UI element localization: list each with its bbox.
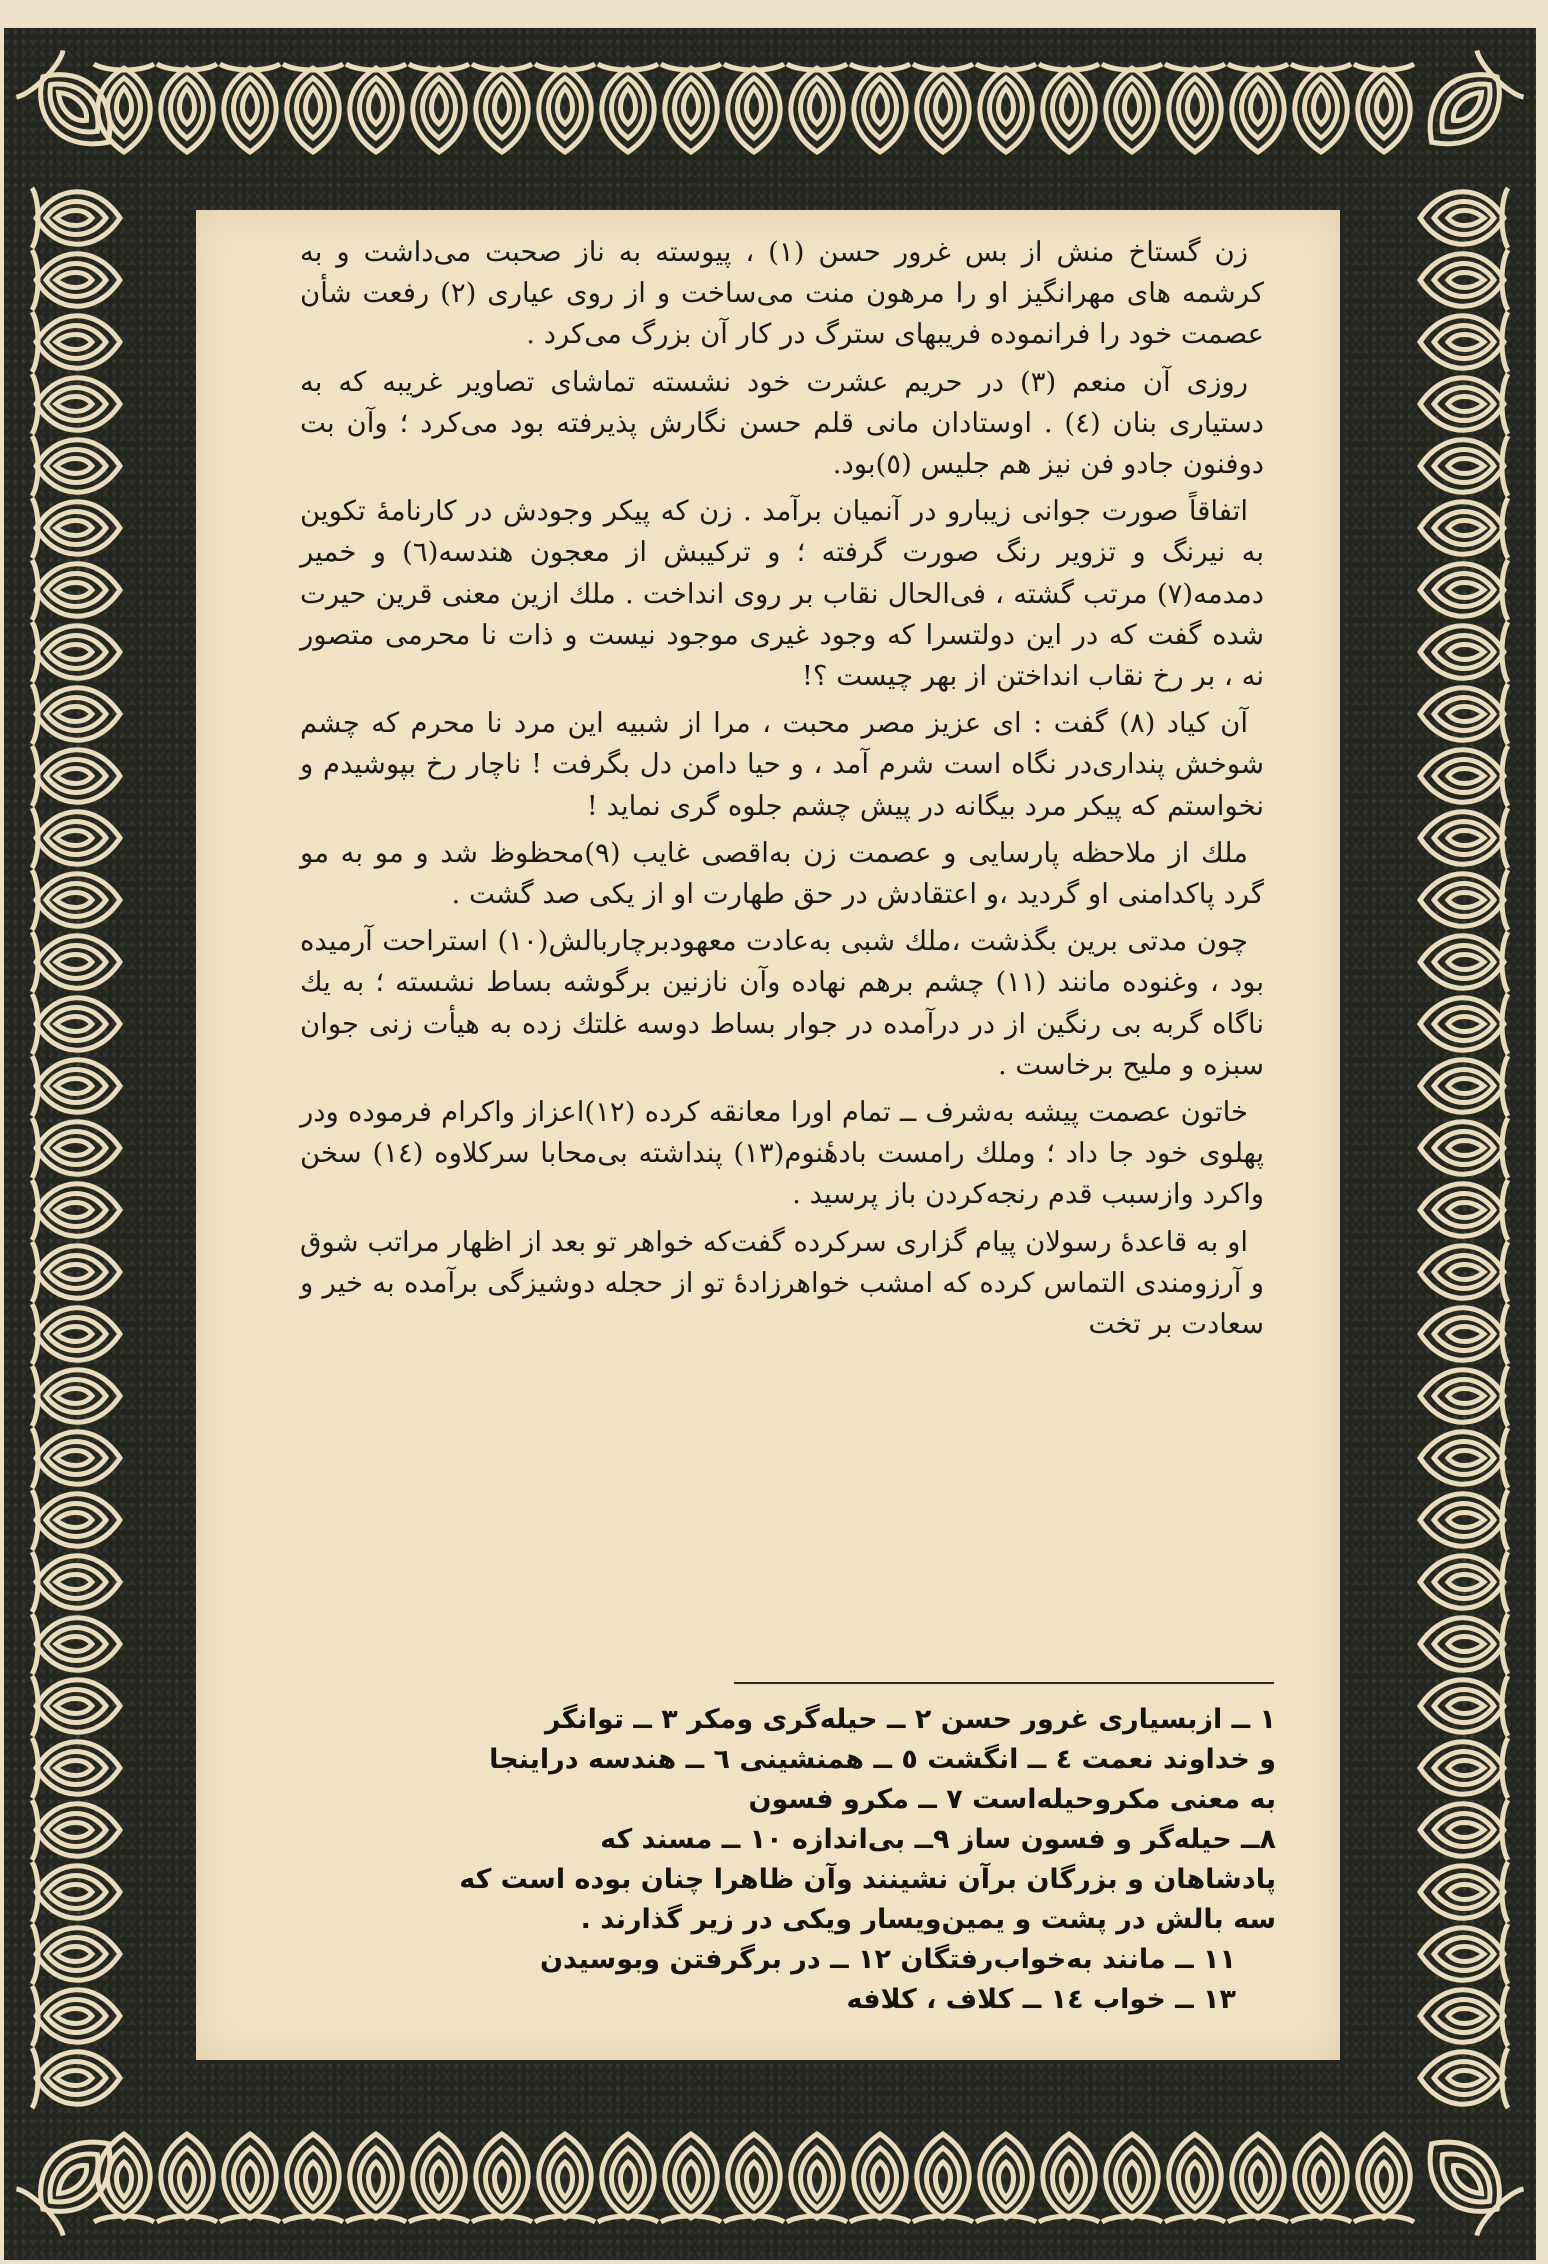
lotus-motif: [850, 64, 910, 152]
lotus-motif: [32, 374, 120, 434]
lotus-motif: [32, 1986, 120, 2046]
lotus-motif: [1039, 2134, 1099, 2222]
lotus-motif: [1354, 2134, 1414, 2222]
lotus-motif: [1102, 2134, 1162, 2222]
lotus-motif: [409, 64, 469, 152]
lotus-motif: [32, 1490, 120, 1550]
lotus-motif: [1102, 64, 1162, 152]
lotus-motif: [787, 64, 847, 152]
lotus-motif: [32, 1366, 120, 1426]
lotus-motif: [1039, 64, 1099, 152]
footnote-line: و خداوند نعمت ٤ ــ انگشت ٥ ــ همنشینی ٦ ــ هندسه دراینجا: [489, 1744, 1276, 1775]
lotus-motif: [1420, 870, 1508, 930]
lotus-motif: [1420, 1180, 1508, 1240]
lotus-motif: [1420, 436, 1508, 496]
lotus-motif: [1408, 2120, 1523, 2235]
lotus-motif: [32, 560, 120, 620]
lotus-motif: [1420, 1738, 1508, 1798]
lotus-motif: [1420, 1056, 1508, 1116]
lotus-motif: [1420, 1366, 1508, 1426]
lotus-motif: [32, 250, 120, 310]
lotus-motif: [157, 2134, 217, 2222]
footnote-divider: [734, 1682, 1274, 1684]
lotus-motif: [32, 622, 120, 682]
lotus-motif: [1420, 188, 1508, 248]
lotus-motif: [661, 2134, 721, 2222]
lotus-motif: [787, 2134, 847, 2222]
lotus-motif: [913, 2134, 973, 2222]
lotus-motif: [32, 1056, 120, 1116]
lotus-motif: [220, 2134, 280, 2222]
lotus-motif: [1420, 312, 1508, 372]
lotus-motif: [94, 64, 154, 152]
lotus-motif: [32, 1676, 120, 1736]
lotus-motif: [32, 808, 120, 868]
lotus-motif: [1420, 622, 1508, 682]
footnote-line: پادشاهان و بزرگان برآن نشینند وآن ظاهرا چنان بوده است که: [459, 1864, 1276, 1895]
lotus-motif: [1228, 64, 1288, 152]
lotus-motif: [157, 64, 217, 152]
lotus-motif: [661, 64, 721, 152]
lotus-motif: [1420, 250, 1508, 310]
footnote-line: ۸ــ حیله‌گر و فسون ساز ۹ــ بی‌اندازه ۱۰ ــ مسند که: [600, 1824, 1276, 1855]
lotus-motif: [32, 312, 120, 372]
lotus-motif: [1420, 1118, 1508, 1178]
lotus-motif: [32, 684, 120, 744]
lotus-motif: [1165, 64, 1225, 152]
lotus-motif: [913, 64, 973, 152]
main-text: [300, 232, 1264, 1672]
lotus-motif: [1420, 1490, 1508, 1550]
lotus-motif: [1420, 1924, 1508, 1984]
lotus-motif: [32, 1800, 120, 1860]
lotus-motif: [535, 2134, 595, 2222]
lotus-motif: [1420, 1428, 1508, 1488]
lotus-motif: [535, 64, 595, 152]
lotus-motif: [32, 1552, 120, 1612]
paragraph: ملك از ملاحظه پارسایی و عصمت زن به‌اقصی غایب (۹)محظوظ شد و مو به مو گرد پاکدامنی او گردید ،و اعتقادش در حق طهارت او از یکی صد گشت .: [300, 836, 1264, 911]
lotus-motif: [1420, 560, 1508, 620]
lotus-motif: [1420, 1862, 1508, 1922]
lotus-motif: [724, 64, 784, 152]
lotus-motif: [850, 2134, 910, 2222]
lotus-motif: [1420, 1614, 1508, 1674]
lotus-motif: [1408, 50, 1523, 165]
lotus-motif: [1165, 2134, 1225, 2222]
lotus-motif: [1420, 746, 1508, 806]
footnote-line: ۱ ــ ازبسیاری غرور حسن ۲ ــ حیله‌گری ومکر ۳ ــ توانگر: [545, 1704, 1276, 1735]
lotus-motif: [1228, 2134, 1288, 2222]
paragraph: او به قاعدهٔ رسولان پیام گزاری سرکرده گفت‌که خواهر تو بعد از اظهار مراتب شوق و آرزومندی التماس کرده که امشب خواهرزادهٔ تو از حجله دوشیزگی برآمده به خیر و سعادت بر تخت: [300, 1225, 1264, 1341]
paragraph: چون مدتی برین بگذشت ،ملك شبی به‌عادت معهودبرچاربالش(۱۰) استراحت آرمیده بود ، وغنوده مانند (۱۱) چشم برهم نهاده وآن نازنین برگوشه بساط نشسته ؛ به یك ناگاه گربه بی رنگین از در درآمده در جوار بساط دوسه غلتك زده به هیأت زنی جوان سبزه و ملیح برخاست .: [300, 925, 1264, 1081]
lotus-motif: [32, 932, 120, 992]
lotus-motif: [976, 64, 1036, 152]
lotus-motif: [32, 1304, 120, 1364]
lotus-motif: [1420, 932, 1508, 992]
lotus-motif: [1420, 1986, 1508, 2046]
footnote-line: ۱۱ ــ مانند به‌خواب‌رفتگان ۱۲ ــ در برگرفتن وبوسیدن: [540, 1944, 1236, 1975]
lotus-motif: [1420, 1242, 1508, 1302]
paragraph: روزی آن منعم (۳) در حریم عشرت خود نشسته تماشای تصاویر غریبه که به دستیاری بنان (٤) . اوستادان مانی قلم حسن نگارش پذیرفته بود می‌کرد ؛ وآن بت دوفنون جادو فن نیز هم جلیس (٥)بود.: [300, 365, 1264, 481]
lotus-motif: [32, 1862, 120, 1922]
lotus-motif: [32, 498, 120, 558]
lotus-motif: [32, 746, 120, 806]
lotus-motif: [1291, 64, 1351, 152]
lotus-motif: [283, 2134, 343, 2222]
lotus-motif: [1420, 374, 1508, 434]
lotus-motif: [598, 2134, 658, 2222]
footnotes: [292, 1700, 1276, 2060]
lotus-motif: [32, 994, 120, 1054]
lotus-motif: [32, 1118, 120, 1178]
lotus-motif: [1420, 1552, 1508, 1612]
footnote-line: ۱۳ ــ خواب ۱٤ ــ کلاف ، کلافه: [846, 1984, 1236, 2015]
lotus-motif: [724, 2134, 784, 2222]
paragraph: آن کیاد (۸) گفت : ای عزیز مصر محبت ، مرا از شبیه این مرد نا محرم که چشم شوخش پنداری‌در نگاه است شرم آمد ، و حیا دامن دل بگرفت ! ناچار رخ بپوشیدم و نخواستم که پیکر مرد بیگانه در پیش چشم جلوه گری نماید !: [300, 707, 1264, 822]
lotus-motif: [1420, 2048, 1508, 2108]
lotus-motif: [409, 2134, 469, 2222]
lotus-motif: [472, 2134, 532, 2222]
footnote-line: به معنی مکروحیله‌است ۷ ــ مکرو فسون: [748, 1784, 1276, 1815]
lotus-motif: [32, 1242, 120, 1302]
lotus-motif: [472, 64, 532, 152]
lotus-motif: [1420, 808, 1508, 868]
lotus-motif: [32, 436, 120, 496]
footnote-line: سه بالش در پشت و یمین‌ویسار ویکی در زیر گذارند .: [580, 1904, 1276, 1935]
lotus-motif: [1420, 1800, 1508, 1860]
lotus-motif: [32, 188, 120, 248]
lotus-motif: [1420, 1676, 1508, 1736]
lotus-motif: [220, 64, 280, 152]
lotus-motif: [1291, 2134, 1351, 2222]
lotus-motif: [1354, 64, 1414, 152]
lotus-motif: [32, 2048, 120, 2108]
lotus-motif: [32, 1924, 120, 1984]
lotus-motif: [32, 870, 120, 930]
lotus-motif: [94, 2134, 154, 2222]
lotus-motif: [1420, 994, 1508, 1054]
lotus-motif: [346, 64, 406, 152]
lotus-motif: [32, 1614, 120, 1674]
lotus-motif: [598, 64, 658, 152]
paragraph: اتفاقاً صورت جوانی زیبارو در آنمیان برآمد . زن که پیکر وجودش در کارنامهٔ تکوین به نیرنگ و تزویر رنگ صورت گرفته ؛ و ترکیبش از معجون هندسه(٦) و خمیر دمدمه(۷) مرتب گشته ، فی‌الحال نقاب بر روی انداخت . ملك ازین معنی قرین حیرت شده گفت که در این دولتسرا که وجود غیری موجود نیست و ذات نا محرمی متصور نه ، بر رخ نقاب انداختن از بهر چیست ؟!: [300, 495, 1264, 693]
paragraph: خاتون عصمت پیشه به‌شرف ــ تمام اورا معانقه کرده (۱۲)اعزاز واکرام فرموده ودر پهلوی خود جا داد ؛ وملك رامست بادهٔنوم(۱۳) پنداشته بی‌محابا سرکلاوه (۱٤) سخن واکرد وازسبب قدم رنجه‌کردن باز پرسید .: [300, 1096, 1264, 1211]
lotus-motif: [1420, 684, 1508, 744]
lotus-motif: [32, 1180, 120, 1240]
paragraph: زن گستاخ منش از بس غرور حسن (۱) ، پیوسته به ناز صحبت می‌داشت و به کرشمه های مهرانگیز او را مرهون منت می‌ساخت و از روی عیاری (۲) رفعت شأن عصمت خود را فرانموده فریبهای سترگ در کار آن بزرگ می‌کرد .: [300, 236, 1264, 351]
lotus-motif: [32, 1738, 120, 1798]
lotus-motif: [1420, 498, 1508, 558]
lotus-motif: [976, 2134, 1036, 2222]
lotus-motif: [32, 1428, 120, 1488]
lotus-motif: [283, 64, 343, 152]
lotus-motif: [1420, 1304, 1508, 1364]
lotus-motif: [346, 2134, 406, 2222]
